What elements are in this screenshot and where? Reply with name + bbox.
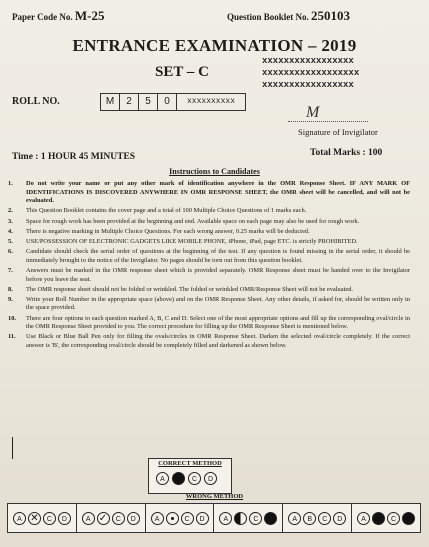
bubble-a: A bbox=[13, 512, 26, 525]
roll-digit-redacted: xxxxxxxxxx bbox=[176, 93, 246, 111]
instruction-item: 7. Answers must be marked in the OMR response sheet which is provided separately. OMR Response sheet must be handed over to the Invigilator before you leave the seat. bbox=[8, 266, 410, 283]
bubble-a: A bbox=[219, 512, 232, 525]
signature-label: Signature of Invigilator bbox=[298, 127, 378, 137]
signature-line bbox=[288, 121, 368, 122]
wrong-method-label: WRONG METHOD bbox=[185, 493, 244, 500]
bubble-d: D bbox=[58, 512, 71, 525]
bubble-b-dotted bbox=[166, 512, 179, 525]
bubble-c: C bbox=[249, 512, 262, 525]
wrong-example-multiple bbox=[352, 504, 420, 532]
instruction-item: 9. Write your Roll Number in the appropriate space (above) and on the OMR Response Sheet. Any other details, if asked for, should be written only in the space provided. bbox=[8, 295, 410, 312]
bubble-b-filled bbox=[372, 512, 385, 525]
bubble-d-filled bbox=[264, 512, 277, 525]
instruction-item: 10. There are four options to each question marked A, B, C and D. Select one of the most appropriate options and fill up the corresponding oval/circle in the OMR Response Sheet provided to you. The correct procedure for filling up the OMR Response Sheet is mentioned below. bbox=[8, 314, 410, 331]
instruction-item: 8. The OMR response sheet should not be folded or wrinkled. The folded or wrinkled OMR/Response Sheet will not be evaluated. bbox=[8, 285, 353, 293]
bubble-a: A bbox=[156, 472, 169, 485]
roll-digit: M bbox=[100, 93, 119, 111]
bubble-b: B bbox=[303, 512, 316, 525]
instruction-item: 4. There is negative marking in Multiple Choice Questions. For each wrong answer, 0.25 marks will be deducted. bbox=[8, 227, 310, 235]
bubble-c: C bbox=[318, 512, 331, 525]
total-marks-label: Total Marks : 100 bbox=[310, 148, 383, 158]
bubble-a: A bbox=[151, 512, 164, 525]
margin-mark bbox=[12, 437, 13, 459]
wrong-example-tick bbox=[77, 504, 146, 532]
bubble-b-filled: B bbox=[172, 472, 185, 485]
instruction-item: 6. Candidate should check the serial order of questions at the beginning of the test. If any question is found missing in the serial order, it should be immediately brought to the notice of the Invigilator. No pages should be torn out from this question booklet. bbox=[8, 248, 410, 264]
bubble-c: C bbox=[43, 512, 56, 525]
roll-digit: 5 bbox=[138, 93, 157, 111]
booklet-number-label: Question Booklet No. bbox=[227, 12, 309, 22]
wrong-method-row bbox=[7, 503, 421, 533]
bubble-c: C bbox=[387, 512, 400, 525]
wrong-example-cross bbox=[8, 504, 77, 532]
bubble-b-half-filled bbox=[234, 512, 247, 525]
bubble-d: D bbox=[196, 512, 209, 525]
instruction-item: 5. USE/POSSESSION OF ELECTRONIC GADGETS LIKE MOBILE PHONE, iPhone, iPad, page ETC. is strictly PROHIBITED. bbox=[8, 237, 358, 245]
instruction-item: 1. Do not write your name or put any other mark of identification anywhere in the OMR Response Sheet. IF ANY MARK OF IDENTIFICATIONS IS DISCOVERED ANYWHERE IN OMR RESPONSE SHEET, the OMR sheet will be cancelled, and will not be evaluated. bbox=[8, 180, 410, 205]
instructions-list bbox=[8, 180, 410, 352]
correct-method-box bbox=[148, 458, 232, 494]
instruction-item: 3. Space for rough work has been provided at the beginning and end. Available space on each page may also be used for rough work. bbox=[8, 217, 360, 225]
roll-number-label: ROLL NO. bbox=[12, 96, 60, 107]
page-title: ENTRANCE EXAMINATION – 2019 bbox=[72, 36, 357, 55]
paper-code bbox=[12, 8, 104, 24]
paper-code-value: M-25 bbox=[74, 8, 105, 23]
instruction-item: 2. This Question Booklet contains the cover page and a total of 100 Multiple Choice Questions of 1 marks each. bbox=[8, 207, 307, 215]
paper-code-label: Paper Code No. bbox=[12, 12, 73, 22]
booklet-number-value: 250103 bbox=[311, 8, 351, 23]
instruction-item: 11. Use Black or Blue Ball Pen only for filling the ovals/circles in OMR Response Sheet. Darken the selected oval/circle completely. If the correct answer is 'B', the corresponding oval/circle should be completely filled and darkened as shown below. bbox=[8, 333, 410, 350]
overwritten-text bbox=[262, 55, 359, 91]
bubble-b-ticked bbox=[97, 512, 110, 525]
bubble-c: C bbox=[112, 512, 125, 525]
overwritten-line: xxxxxxxxxxxxxxxxx bbox=[262, 80, 354, 90]
roll-number-boxes bbox=[100, 93, 246, 111]
instructions-title: Instructions to Candidates bbox=[169, 167, 260, 176]
bubble-a: A bbox=[288, 512, 301, 525]
roll-digit: 0 bbox=[157, 93, 176, 111]
set-label: SET – C bbox=[155, 64, 209, 80]
bubble-c: C bbox=[181, 512, 194, 525]
bubble-d: D bbox=[127, 512, 140, 525]
wrong-example-dot bbox=[146, 504, 215, 532]
bubble-d: D bbox=[204, 472, 217, 485]
roll-digit: 2 bbox=[119, 93, 138, 111]
bubble-b-crossed bbox=[28, 512, 41, 525]
correct-method-bubbles bbox=[156, 472, 217, 485]
correct-method-label: CORRECT METHOD bbox=[158, 460, 222, 467]
booklet-number bbox=[227, 8, 350, 24]
overwritten-line: xxxxxxxxxxxxxxxxxx bbox=[262, 68, 360, 78]
bubble-d-filled bbox=[402, 512, 415, 525]
bubble-a: A bbox=[357, 512, 370, 525]
bubble-d: D bbox=[333, 512, 346, 525]
wrong-example-none bbox=[283, 504, 352, 532]
overwritten-line: xxxxxxxxxxxxxxxxx bbox=[262, 56, 354, 66]
bubble-a: A bbox=[82, 512, 95, 525]
signature-scribble: M bbox=[306, 104, 320, 121]
time-label: Time : 1 HOUR 45 MINUTES bbox=[12, 152, 136, 162]
bubble-c: C bbox=[188, 472, 201, 485]
wrong-example-half bbox=[214, 504, 283, 532]
